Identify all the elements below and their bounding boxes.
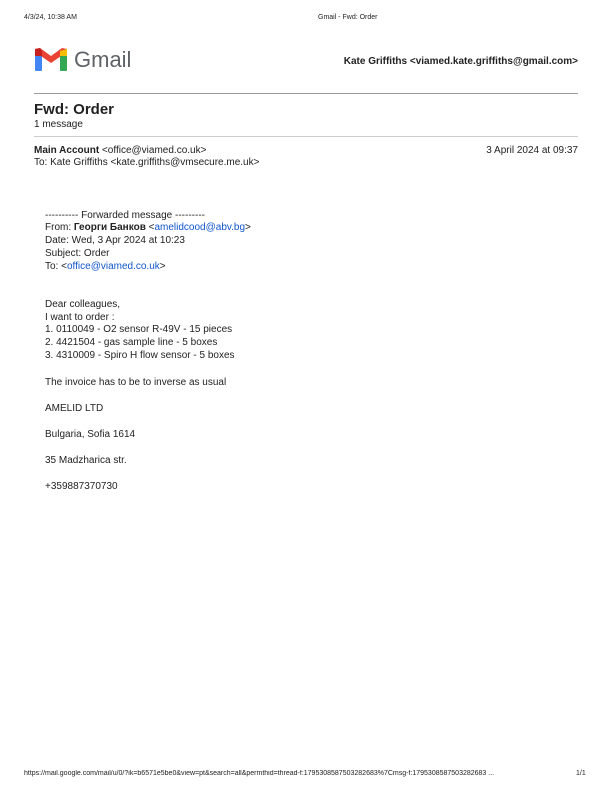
subject-divider [34, 136, 578, 137]
sender-name: Main Account [34, 145, 100, 156]
gmail-wordmark: Gmail [74, 47, 132, 72]
sender-email: <office@viamed.co.uk> [101, 145, 207, 156]
message-count: 1 message [34, 119, 83, 130]
message-sender [34, 145, 206, 157]
order-item: 3. 4310009 - Spiro H flow sensor - 5 boxes [45, 350, 235, 361]
header-divider [34, 93, 578, 94]
thread-subject: Fwd: Order [34, 101, 115, 118]
body-street: 35 Madzharica str. [45, 455, 127, 466]
account-identity: Kate Griffiths <viamed.kate.griffiths@gmail.com> [343, 56, 578, 67]
body-city: Bulgaria, Sofia 1614 [45, 429, 136, 440]
print-datetime: 4/3/24, 10:38 AM [24, 14, 77, 21]
forward-to-close: > [159, 261, 166, 272]
forward-from-email-link[interactable]: amelidcood@abv.bg [154, 222, 246, 233]
order-item: 1. 0110049 - O2 sensor R-49V - 15 pieces [45, 324, 233, 335]
forward-separator: ---------- Forwarded message --------- [45, 210, 205, 221]
body-phone: +359887370730 [45, 481, 118, 492]
forward-from-name: Георги Банков [73, 222, 146, 233]
gmail-m-icon [34, 46, 68, 72]
gmail-logo [34, 44, 144, 76]
forward-to [45, 261, 166, 273]
body-company: AMELID LTD [45, 403, 104, 414]
print-title: Gmail - Fwd: Order [318, 14, 378, 21]
forward-from-close: > [245, 222, 251, 233]
forward-to-label: To: < [45, 261, 67, 272]
forward-from [45, 222, 251, 234]
message-date: 3 April 2024 at 09:37 [486, 145, 578, 156]
order-item: 2. 4421504 - gas sample line - 5 boxes [45, 337, 218, 348]
body-greeting: Dear colleagues, [45, 299, 121, 310]
forward-to-email-link[interactable]: office@viamed.co.uk [66, 261, 160, 272]
message-recipient: To: Kate Griffiths <kate.griffiths@vmsecure.me.uk> [34, 157, 260, 168]
body-invoice-note: The invoice has to be to inverse as usual [45, 377, 227, 388]
forward-from-label: From: [45, 222, 74, 233]
forward-from-open: < [145, 222, 155, 233]
forward-date: Date: Wed, 3 Apr 2024 at 10:23 [45, 235, 185, 246]
forward-subject: Subject: Order [45, 248, 110, 259]
print-footer-url: https://mail.google.com/mail/u/0/?ik=b6571e5be0&view=pt&search=all&permthid=thread-f:1795308587503282683%7Cmsg-f:17953085875032826​83 ... [24, 770, 495, 777]
body-intro: I want to order : [45, 312, 115, 323]
print-page-number: 1/1 [576, 770, 586, 777]
